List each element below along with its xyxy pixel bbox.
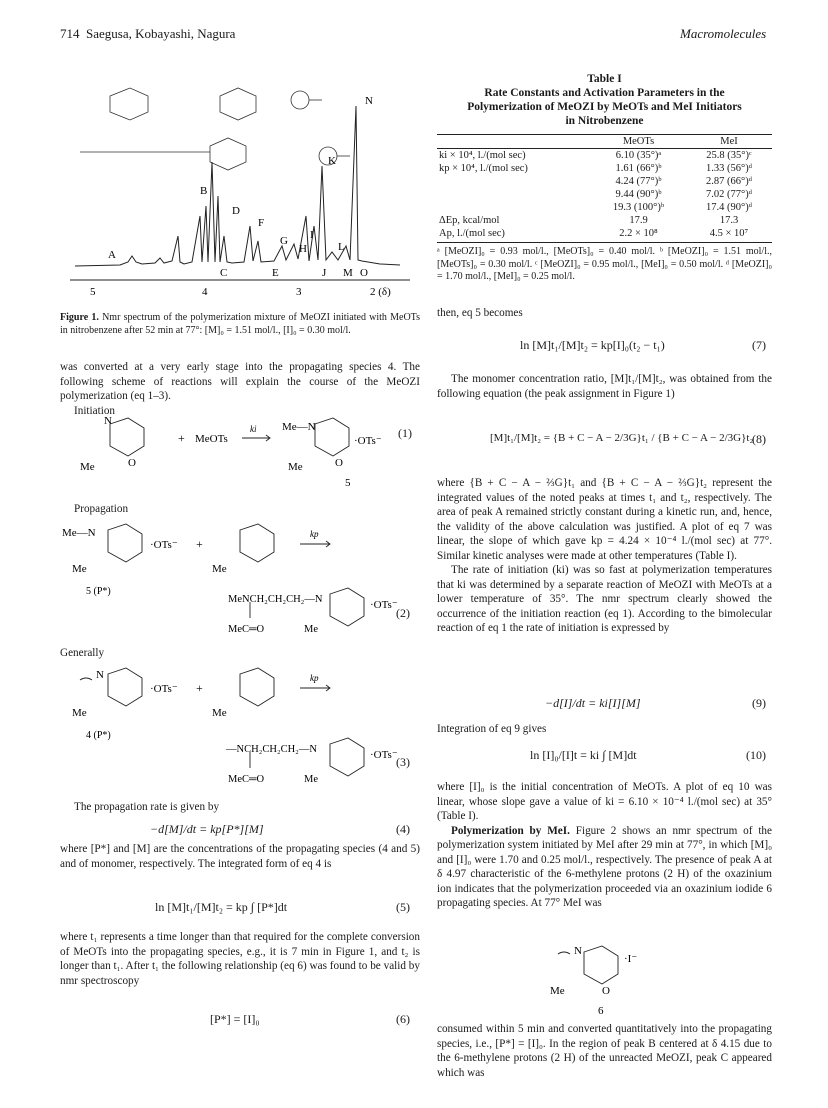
table1-cell: 1.33 (56°)ᵈ	[706, 163, 752, 174]
eq2-mec: MeC═O	[228, 624, 265, 635]
eq1-ki: ki	[250, 424, 257, 434]
eq1-n-left: N	[104, 415, 112, 427]
heading-propagation: Propagation	[74, 503, 129, 515]
figure1-nmr-spectrum	[60, 66, 430, 306]
eq2-plus: +	[196, 537, 203, 551]
table1-title-line3: Polymerization of MeOZI by MeOTs and MeI Initiators	[467, 101, 742, 113]
right-p-where8: where {B + C − A − ⅔G}t₁ and {B + C − A − ⅔G}t₂ represent the integrated values of the noted peaks at times t₁ and t₂, respectively. The area of peak A remained strictly constant during a kinetic run, and, hence, the validity of the above calculation was justified. A plot of eq 7 was linear, the slope of which gave kp = 4.24 × 10⁻⁴ l./(mol sec) at 77°. Similar kinetic analyses were made at other temperatures (Table I).	[437, 477, 772, 562]
table1-cell: 25.8 (35°)ᶜ	[706, 150, 752, 161]
eq1-label5: 5	[345, 477, 351, 489]
table1-cell: 4.24 (77°)ᵇ	[615, 176, 662, 187]
eq1-me-left: Me	[80, 461, 95, 473]
table1-cell: ki × 10⁴, l./(mol sec)	[439, 150, 526, 161]
table1-cell: 2.2 × 10⁸	[619, 228, 658, 239]
eq10: ln [I]₀/[I]t = ki ∫ [M]dt	[530, 748, 637, 762]
heading-mei: Polymerization by MeI.	[451, 824, 570, 837]
peak-label-h: H	[299, 243, 307, 255]
right-p-ratio: The monomer concentration ratio, [M]t₁/[M]t₂, was obtained from the following equation (the peak assignment in Figure 1)	[437, 373, 772, 400]
eq2-ots-right: ·OTs⁻	[370, 599, 398, 611]
eq1-me-right: Me	[288, 461, 303, 473]
right-p-consumed: consumed within 5 min and converted quantitatively into the propagating species, i.e., [P*] = [I]₀. In the region of peak B centered at δ 4.15 due to the 6-methylene protons (2 H) of the unreacted MeOZI, peak C appeared which was	[437, 1023, 772, 1079]
table1-cell	[437, 201, 591, 214]
eq2-ots-left: ·OTs⁻	[150, 539, 178, 551]
table1-grid	[437, 135, 772, 240]
eq2-chain: MeNCH₂CH₂CH₂—N	[228, 594, 323, 605]
table1-row	[437, 175, 772, 188]
table1-cell	[437, 188, 591, 201]
figure1-structure-sketch	[80, 88, 350, 170]
table1-cell: 17.4 (90°)ᵈ	[706, 202, 752, 213]
table1-row	[437, 162, 772, 175]
scheme-eq2	[60, 520, 420, 640]
table1-cell: 4.5 × 10⁷	[709, 228, 749, 239]
figure1-caption-label: Figure 1.	[60, 312, 99, 323]
eq3-me-right: Me	[304, 774, 318, 785]
eq3-label4p: 4 (P*)	[86, 730, 111, 741]
table1-cell: 17.9	[629, 215, 648, 226]
peak-label-a: A	[108, 249, 116, 261]
axis-tick-3: 3	[296, 286, 302, 298]
left-p-after5: where t₁ represents a time longer than that required for the complete conversion of MeOTs into the propagating species, e.g., it is 7 min in Figure 1, and t₂ is longer than t₁. After t₁ the following relationship (eq 6) was found to be valid by nmr spectroscopy	[60, 931, 420, 987]
right-then: then, eq 5 becomes	[437, 307, 523, 319]
right-p-init: The rate of initiation (ki) was so fast at polymerization temperatures that ki was determined by a separate reaction of MeOZI with MeOTs at a lower temperature of 35°. The nmr spectrum clearly showed the occurrence of the initiation reaction (eq 1). According to the bimolecular reaction of eq 1 the rate of initiation is expressed by	[437, 564, 772, 634]
eq6-number: (6)	[396, 1012, 410, 1026]
eq3-me-mid: Me	[212, 707, 227, 719]
eq1-ots: ·OTs⁻	[354, 435, 382, 447]
running-authors: Saegusa, Kobayashi, Nagura	[86, 26, 236, 41]
s6-label: 6	[598, 1005, 604, 1017]
table1-cell: 7.02 (77°)ᵈ	[706, 189, 752, 200]
table1-row	[437, 188, 772, 201]
eq8-number: (8)	[752, 432, 766, 446]
eq1-plus: +	[178, 431, 185, 445]
eq2-me-mid: Me	[212, 563, 227, 575]
eq1-number: (1)	[398, 426, 412, 440]
eq2-me-n: Me—N	[62, 527, 96, 539]
table1-title-line4: in Nitrobenzene	[565, 115, 644, 127]
eq3-n-left: N	[96, 669, 104, 681]
table1-cell: 19.3 (100°)ᵇ	[612, 202, 665, 213]
table1-cell	[437, 175, 591, 188]
eq8: [M]t₁/[M]t₂ = {B + C − A − 2/3G}t₁ / {B + C − A − 2/3G}t₂	[490, 432, 754, 444]
left-p-rate: The propagation rate is given by	[74, 801, 220, 813]
peak-label-f: F	[258, 217, 265, 229]
eq1-me-n: Me—N	[282, 421, 316, 433]
eq2-label5p: 5 (P*)	[86, 586, 111, 597]
eq10-number: (10)	[746, 748, 766, 762]
table1-title-line2: Rate Constants and Activation Parameters in the	[484, 87, 725, 99]
eq3-mec: MeC═O	[228, 774, 265, 785]
s6-me: Me	[550, 985, 565, 997]
eq9-number: (9)	[752, 696, 766, 710]
eq4-number: (4)	[396, 822, 410, 836]
eq1-o-left: O	[128, 457, 136, 469]
table1-cell: 17.3	[719, 215, 739, 226]
eq7-number: (7)	[752, 338, 766, 352]
peak-label-j: J	[322, 267, 327, 279]
nmr-trace	[75, 106, 400, 266]
eq1-o-right: O	[335, 457, 343, 469]
left-p1: was converted at a very early stage into the propagating species 4. The following scheme of reactions will explain the course of the MeOZI polymerization (eq 1–3).	[60, 361, 420, 402]
table1-cell: kp × 10⁴, l./(mol sec)	[439, 163, 528, 174]
eq3-ots-right: ·OTs⁻	[370, 749, 398, 761]
eq6: [P*] = [I]₀	[210, 1012, 260, 1026]
peak-label-b: B	[200, 185, 208, 197]
eq3-number: (3)	[396, 755, 410, 769]
s6-o: O	[602, 985, 610, 997]
table1-cell: 6.10 (35°)ᵃ	[615, 150, 662, 161]
axis-tick-2: 2 (δ)	[370, 286, 391, 298]
scheme-eq1	[60, 410, 420, 490]
peak-label-d: D	[232, 205, 240, 217]
table1	[437, 72, 772, 284]
table1-title	[437, 72, 772, 128]
peak-label-c: C	[220, 267, 228, 279]
table1-row	[437, 214, 772, 227]
table1-cell: ΔEp, kcal/mol	[439, 215, 500, 226]
peak-label-g: G	[280, 235, 288, 247]
eq3-chain: —NCH₂CH₂CH₂—N	[226, 744, 317, 755]
right-p-mei-text: Figure 2 shows an nmr spectrum of the polymerization system initiated by MeI after 29 min at 77°, in which [M]₀ and [I]₀ were 1.70 and 0.25 mol/l., respectively. The presence of peak A at δ 4.97 characteristic of the 6-methylene protons (2 H) of the oxazinium ion indicates that the polymerization proceeded via an oxazinium iodide 6 propagating species. At 77° MeI was	[437, 824, 772, 909]
eq5: ln [M]t₁/[M]t₂ = kp ∫ [P*]dt	[155, 900, 288, 914]
eq9: −d[I]/dt = ki[I][M]	[545, 696, 641, 710]
table1-title-line1: Table I	[587, 73, 622, 85]
table1-row	[437, 227, 772, 240]
eq2-number: (2)	[396, 606, 410, 620]
eq4: −d[M]/dt = kp[P*][M]	[150, 822, 264, 836]
eq2-kp: kp	[310, 529, 319, 539]
table1-row	[437, 201, 772, 214]
eq3-me-left: Me	[72, 707, 87, 719]
s6-iminus: ·I⁻	[624, 953, 638, 965]
eq7: ln [M]t₁/[M]t₂ = kp[I]₀(t₂ − t₁)	[520, 338, 665, 352]
right-p-where10: where [I]₀ is the initial concentration of MeOTs. A plot of eq 10 was linear, whose slope gave a value of ki = 6.10 × 10⁻⁴ l./(mol sec) at 35° (Table I).	[437, 781, 772, 822]
eq3-ots-left: ·OTs⁻	[150, 683, 178, 695]
eq5-number: (5)	[396, 900, 410, 914]
peak-label-i: I	[310, 229, 314, 241]
journal-name: Macromolecules	[680, 26, 767, 41]
page-number: 714	[60, 26, 80, 41]
peak-label-e: E	[272, 267, 279, 279]
peak-label-n: N	[365, 95, 373, 107]
eq3-kp: kp	[310, 673, 319, 683]
peak-label-l: L	[338, 241, 345, 253]
table1-cell: 2.87 (66°)ᵈ	[706, 176, 752, 187]
structure-6	[540, 940, 700, 1020]
eq2-me-left: Me	[72, 563, 87, 575]
table1-footnote: ᵃ [MeOZI]₀ = 0.93 mol/l., [MeOTs]₀ = 0.40 mol/l. ᵇ [MeOZI]₀ = 1.51 mol/l., [MeOTs]₀ = 0.30 mol/l. ᶜ [MeOZI]₀ = 0.95 mol/l., [MeI]₀ = 0.50 mol/l. ᵈ [MeOZI]₀ = 1.70 mol/l., [MeI]₀ = 0.25 mol/l.	[437, 246, 772, 282]
scheme-eq3	[60, 664, 420, 794]
eq1-meots: MeOTs	[195, 433, 228, 445]
table1-cell: 1.61 (66°)ᵇ	[615, 163, 662, 174]
right-p-integ: Integration of eq 9 gives	[437, 723, 547, 735]
peak-label-m: M	[343, 267, 353, 279]
table1-col-meots: MeOTs	[622, 136, 655, 147]
table1-cell: Ap, l./(mol sec)	[439, 228, 505, 239]
table1-cell: 9.44 (90°)ᵇ	[615, 189, 662, 200]
peak-label-o: O	[360, 267, 368, 279]
right-p-mei	[437, 824, 772, 911]
figure1-caption-text: Nmr spectrum of the polymerization mixture of MeOZI initiated with MeOTs in nitrobenzene after 52 min at 77°: [M]₀ = 1.51 mol/l., [I]₀ = 0.30 mol/l.	[60, 312, 420, 336]
s6-n: N	[574, 945, 582, 957]
table1-row	[437, 149, 772, 163]
peak-label-k: K	[328, 155, 336, 167]
figure1-caption	[60, 312, 420, 337]
eq3-plus: +	[196, 681, 203, 695]
axis-tick-5: 5	[90, 286, 96, 298]
eq2-me-right: Me	[304, 624, 318, 635]
table1-col-mei: MeI	[720, 136, 738, 147]
heading-initiation: Initiation	[74, 404, 116, 417]
left-p-after4: where [P*] and [M] are the concentrations of the propagating species (4 and 5) and of monomer, respectively. The integrated form of eq 4 is	[60, 843, 420, 870]
axis-tick-4: 4	[202, 286, 208, 298]
heading-generally: Generally	[60, 647, 105, 659]
